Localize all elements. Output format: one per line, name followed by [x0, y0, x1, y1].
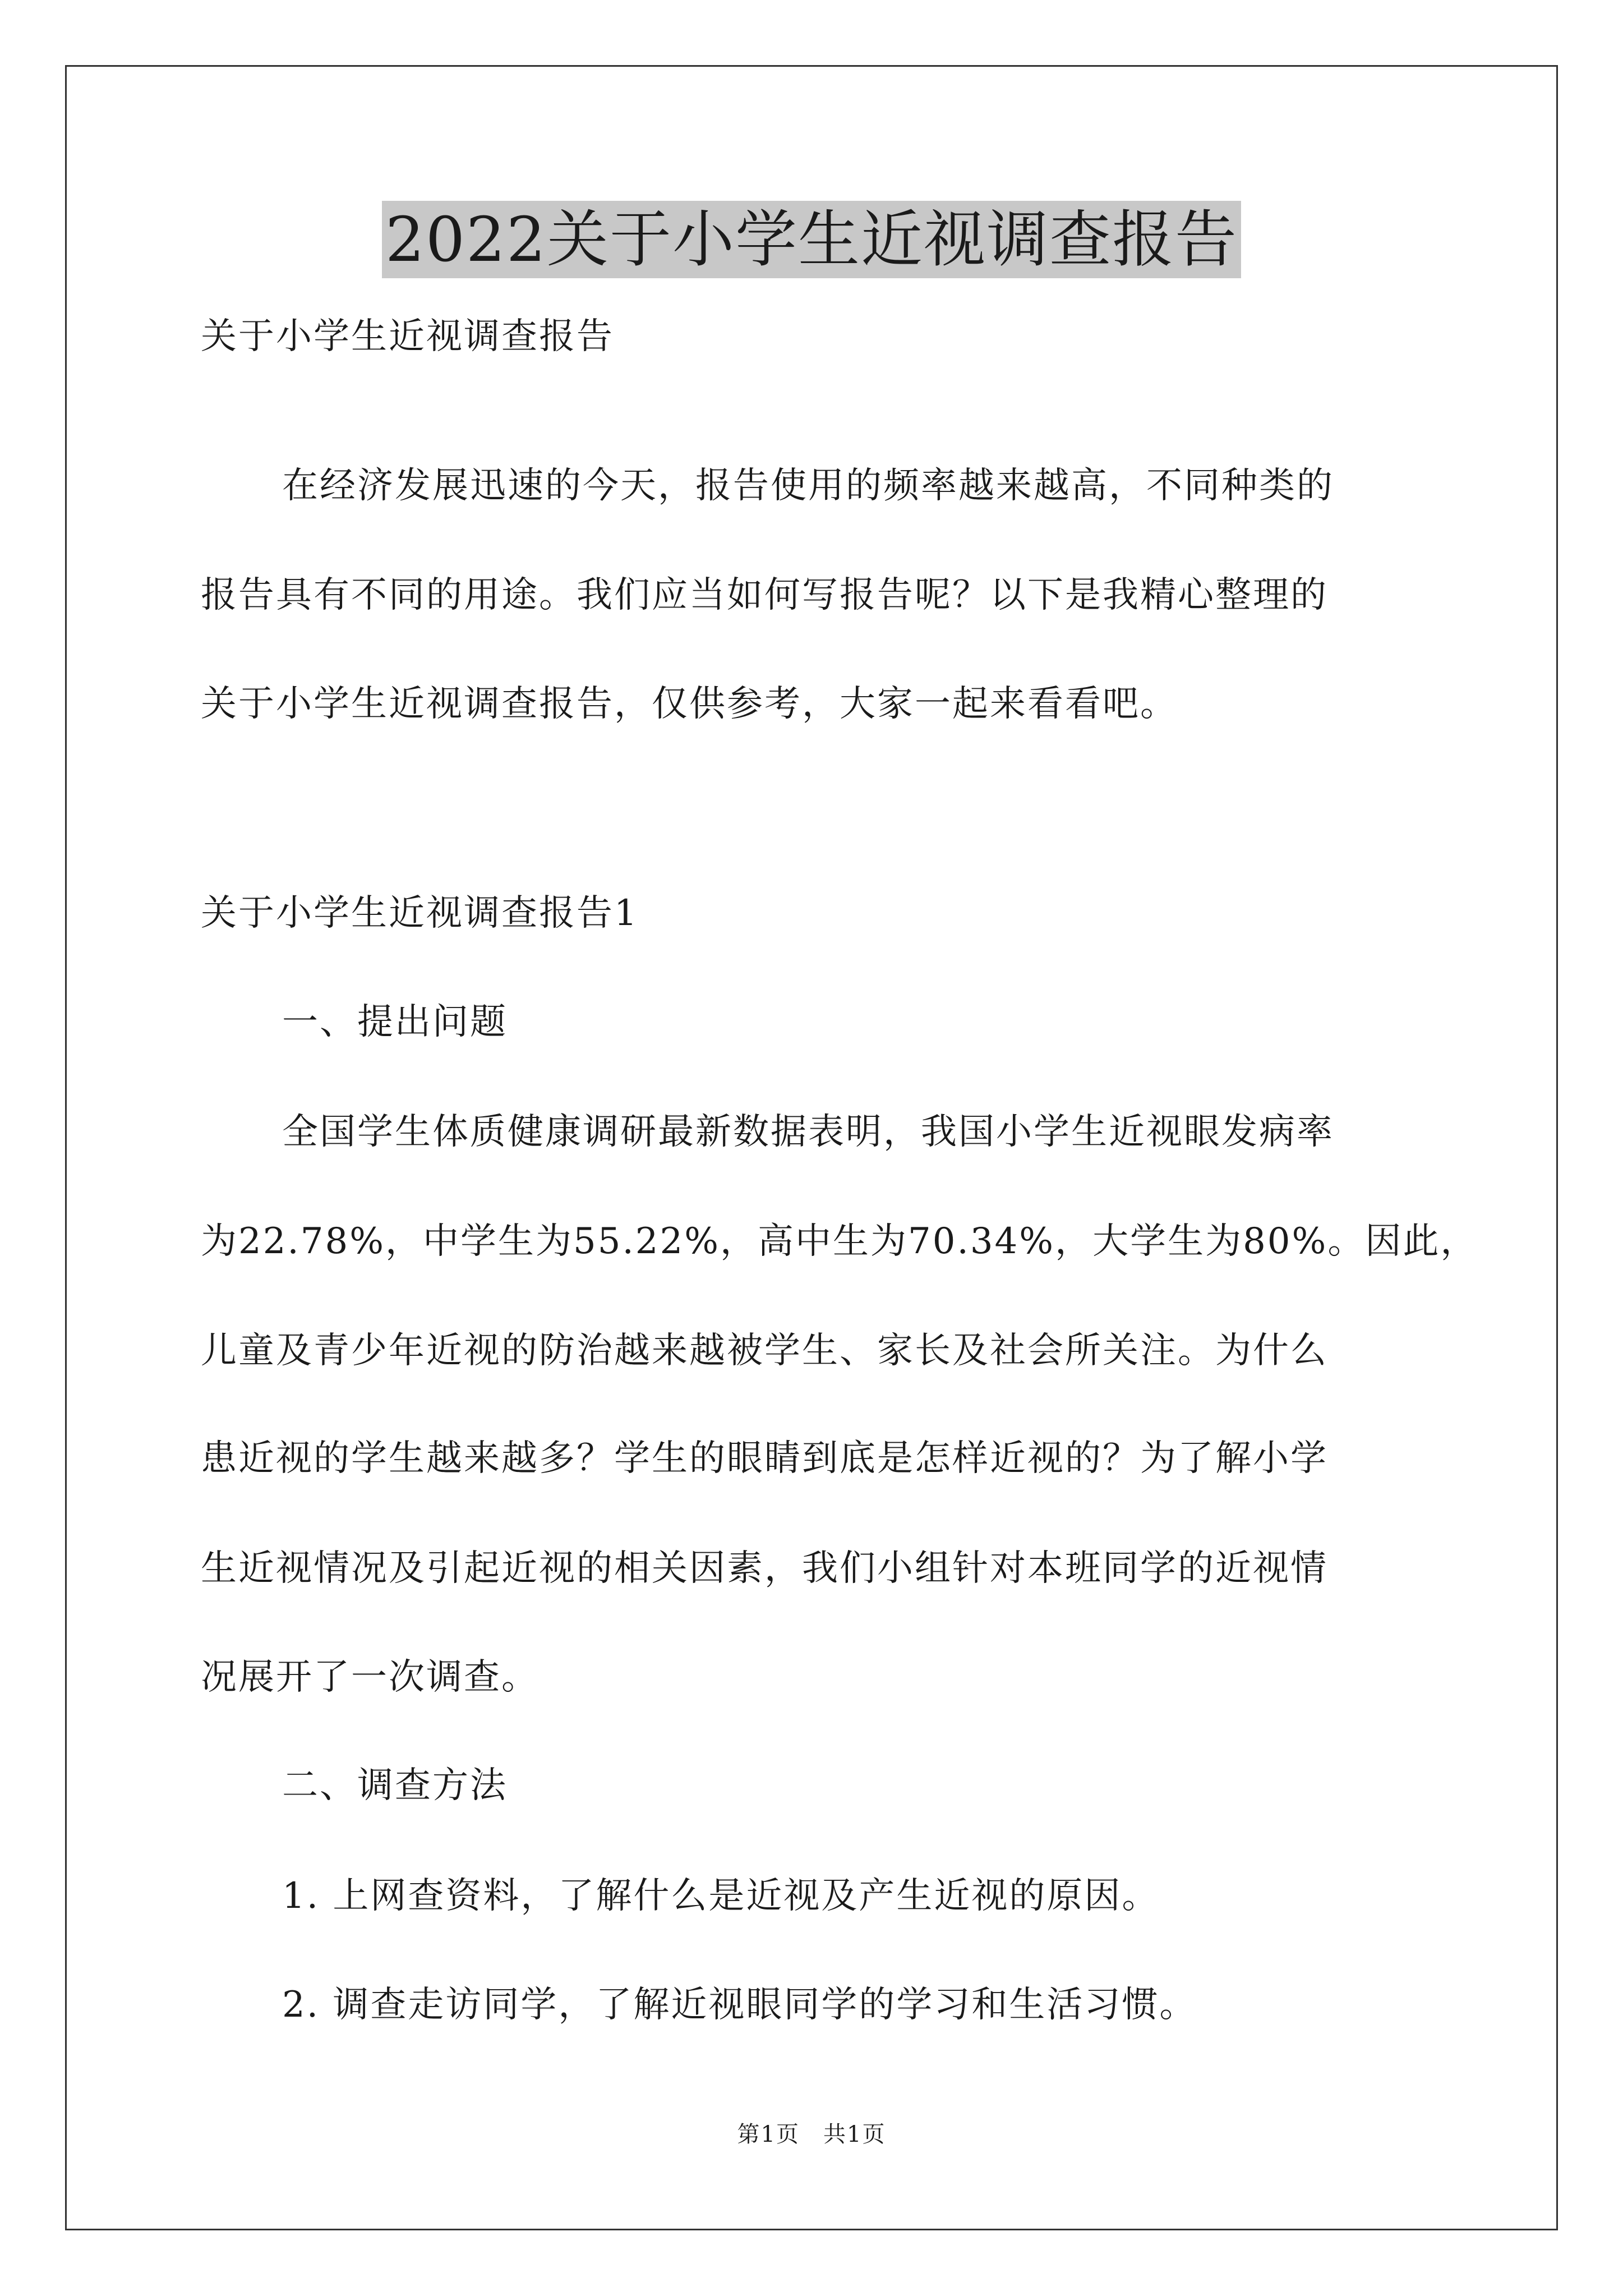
body-line: 儿童及青少年近视的防治越来越被学生、家长及社会所关注。为什么 [201, 1330, 1328, 1372]
body-line: 关于小学生近视调查报告，仅供参考，大家一起来看看吧。 [201, 683, 1178, 725]
body-line: 报告具有不同的用途。我们应当如何写报告呢？以下是我精心整理的 [201, 574, 1328, 616]
section-heading: 关于小学生近视调查报告1 [201, 892, 639, 934]
subtitle-line: 关于小学生近视调查报告 [201, 316, 614, 357]
body-line: 全国学生体质健康调研最新数据表明，我国小学生近视眼发病率 [282, 1111, 1334, 1153]
title-wrap [0, 201, 1623, 278]
document-title: 2022关于小学生近视调查报告 [382, 201, 1241, 278]
page-footer: 第1页 共1页 [737, 2122, 886, 2147]
sub-heading: 一、提出问题 [282, 1001, 508, 1043]
body-line: 患近视的学生越来越多？学生的眼睛到底是怎样近视的？为了解小学 [201, 1438, 1328, 1479]
body-line: 况展开了一次调查。 [201, 1657, 539, 1698]
body-line: 为22.78%，中学生为55.22%，高中生为70.34%，大学生为80%。因此， [201, 1221, 1478, 1262]
list-item: 2. 调查走访同学，了解近视眼同学的学习和生活习惯。 [282, 1984, 1197, 2026]
body-line: 在经济发展迅速的今天，报告使用的频率越来越高，不同种类的 [282, 465, 1334, 507]
body-line: 生近视情况及引起近视的相关因素，我们小组针对本班同学的近视情 [201, 1548, 1328, 1589]
sub-heading: 二、调查方法 [282, 1765, 508, 1806]
list-item: 1. 上网查资料，了解什么是近视及产生近视的原因。 [282, 1875, 1160, 1917]
